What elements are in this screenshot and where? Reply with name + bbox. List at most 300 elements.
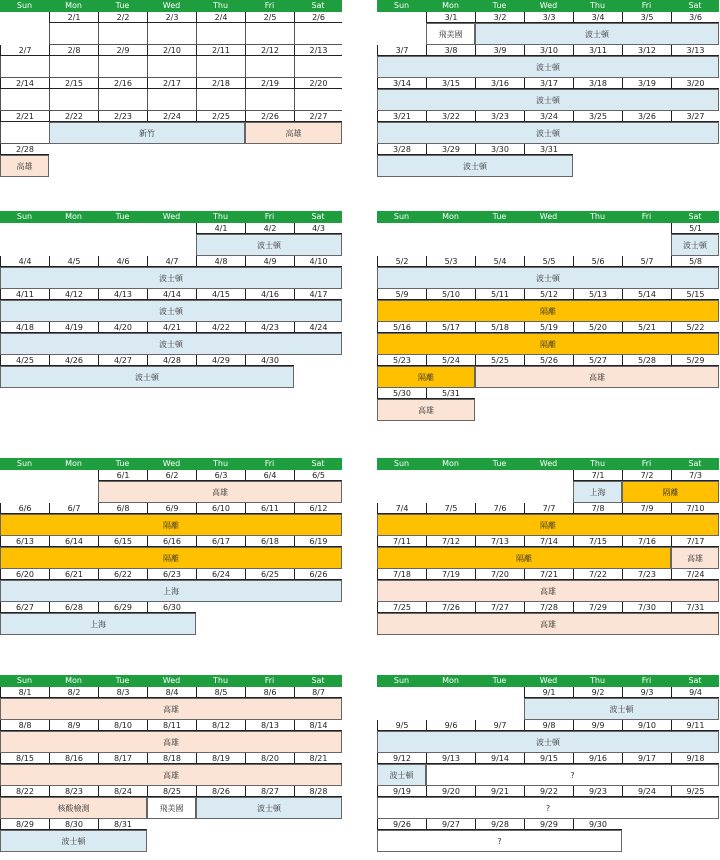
event-segment[interactable]: 波士頓 [377, 155, 573, 177]
event-segment[interactable]: 高雄 [98, 481, 342, 503]
date-cell[interactable]: 4/19 [49, 322, 98, 333]
date-cell[interactable]: 6/4 [245, 470, 294, 481]
date-cell[interactable]: 2/5 [245, 12, 294, 23]
date-cell[interactable]: 5/2 [377, 256, 426, 267]
date-cell[interactable]: 2/1 [49, 12, 98, 23]
date-cell[interactable]: 6/19 [294, 536, 342, 547]
date-cell[interactable]: 6/26 [294, 569, 342, 580]
date-cell[interactable]: 7/21 [524, 569, 573, 580]
date-cell[interactable]: 5/5 [524, 256, 573, 267]
date-cell[interactable]: 8/19 [196, 753, 245, 764]
event-segment[interactable]: 隔離 [377, 300, 719, 322]
date-cell[interactable]: 4/6 [98, 256, 147, 267]
date-cell[interactable]: 8/1 [0, 687, 49, 698]
event-segment[interactable]: 上海 [0, 613, 196, 635]
date-cell[interactable]: 2/14 [0, 78, 49, 89]
date-cell[interactable]: 9/14 [475, 753, 524, 764]
date-cell[interactable]: 8/11 [147, 720, 196, 731]
date-cell[interactable]: 8/21 [294, 753, 342, 764]
date-cell[interactable]: 2/18 [196, 78, 245, 89]
date-cell[interactable]: 8/3 [98, 687, 147, 698]
date-cell[interactable]: 9/16 [573, 753, 622, 764]
date-cell[interactable]: 3/31 [524, 144, 573, 155]
date-cell[interactable]: 8/17 [98, 753, 147, 764]
date-cell[interactable]: 7/19 [426, 569, 475, 580]
date-cell[interactable]: 8/30 [49, 819, 98, 830]
date-cell[interactable]: 6/12 [294, 503, 342, 514]
date-cell[interactable]: 8/22 [0, 786, 49, 797]
date-cell[interactable]: 9/4 [671, 687, 719, 698]
day-event-cell[interactable] [98, 56, 147, 78]
date-cell[interactable]: 6/10 [196, 503, 245, 514]
date-cell[interactable]: 4/11 [0, 289, 49, 300]
date-cell[interactable]: 8/20 [245, 753, 294, 764]
date-cell[interactable]: 7/30 [622, 602, 671, 613]
date-cell[interactable]: 5/6 [573, 256, 622, 267]
event-segment[interactable]: 高雄 [245, 122, 342, 144]
date-cell[interactable]: 3/19 [622, 78, 671, 89]
date-cell[interactable]: 5/31 [426, 388, 475, 399]
date-cell[interactable]: 4/3 [294, 223, 342, 234]
day-event-cell[interactable] [98, 89, 147, 111]
day-event-cell[interactable] [245, 23, 294, 45]
date-cell[interactable]: 5/8 [671, 256, 719, 267]
date-cell[interactable]: 5/28 [622, 355, 671, 366]
date-cell[interactable]: 3/23 [475, 111, 524, 122]
date-cell[interactable]: 4/29 [196, 355, 245, 366]
date-cell[interactable]: 3/12 [622, 45, 671, 56]
date-cell[interactable]: 2/11 [196, 45, 245, 56]
date-cell[interactable]: 8/16 [49, 753, 98, 764]
date-cell[interactable]: 8/9 [49, 720, 98, 731]
date-cell[interactable]: 4/20 [98, 322, 147, 333]
date-cell[interactable]: 7/31 [671, 602, 719, 613]
date-cell[interactable]: 9/12 [377, 753, 426, 764]
event-segment[interactable]: 波士頓 [0, 300, 342, 322]
day-event-cell[interactable] [49, 89, 98, 111]
event-segment[interactable]: 隔離 [622, 481, 719, 503]
date-cell[interactable]: 3/29 [426, 144, 475, 155]
date-cell[interactable]: 9/15 [524, 753, 573, 764]
date-cell[interactable]: 7/16 [622, 536, 671, 547]
event-segment[interactable]: 上海 [573, 481, 622, 503]
date-cell[interactable]: 8/24 [98, 786, 147, 797]
event-segment[interactable]: 高雄 [377, 399, 475, 421]
date-cell[interactable]: 7/2 [622, 470, 671, 481]
date-cell[interactable]: 6/5 [294, 470, 342, 481]
event-segment[interactable]: 高雄 [475, 366, 719, 388]
date-cell[interactable]: 8/31 [98, 819, 147, 830]
event-segment[interactable]: 高雄 [0, 155, 49, 177]
date-cell[interactable]: 2/19 [245, 78, 294, 89]
date-cell[interactable]: 4/24 [294, 322, 342, 333]
date-cell[interactable]: 9/25 [671, 786, 719, 797]
date-cell[interactable]: 3/25 [573, 111, 622, 122]
date-cell[interactable]: 8/14 [294, 720, 342, 731]
event-segment[interactable]: 隔離 [377, 514, 719, 536]
date-cell[interactable]: 7/6 [475, 503, 524, 514]
date-cell[interactable]: 3/10 [524, 45, 573, 56]
date-cell[interactable]: 2/24 [147, 111, 196, 122]
date-cell[interactable]: 6/2 [147, 470, 196, 481]
date-cell[interactable]: 7/22 [573, 569, 622, 580]
date-cell[interactable]: 9/8 [524, 720, 573, 731]
date-cell[interactable]: 3/2 [475, 12, 524, 23]
date-cell[interactable]: 2/23 [98, 111, 147, 122]
date-cell[interactable]: 9/7 [475, 720, 524, 731]
event-segment[interactable]: 波士頓 [0, 830, 147, 852]
date-cell[interactable]: 7/15 [573, 536, 622, 547]
date-cell[interactable]: 6/21 [49, 569, 98, 580]
date-cell[interactable]: 9/19 [377, 786, 426, 797]
date-cell[interactable]: 4/14 [147, 289, 196, 300]
date-cell[interactable]: 5/12 [524, 289, 573, 300]
date-cell[interactable]: 4/30 [245, 355, 294, 366]
date-cell[interactable]: 7/9 [622, 503, 671, 514]
day-event-cell[interactable] [245, 89, 294, 111]
date-cell[interactable]: 7/23 [622, 569, 671, 580]
date-cell[interactable]: 6/18 [245, 536, 294, 547]
event-segment[interactable]: 波士頓 [0, 333, 342, 355]
date-cell[interactable]: 3/28 [377, 144, 426, 155]
date-cell[interactable]: 9/30 [573, 819, 622, 830]
date-cell[interactable]: 4/1 [196, 223, 245, 234]
date-cell[interactable]: 9/22 [524, 786, 573, 797]
day-event-cell[interactable] [294, 89, 342, 111]
event-segment[interactable]: 新竹 [49, 122, 245, 144]
date-cell[interactable]: 5/14 [622, 289, 671, 300]
date-cell[interactable]: 3/3 [524, 12, 573, 23]
date-cell[interactable]: 5/21 [622, 322, 671, 333]
day-event-cell[interactable] [147, 89, 196, 111]
event-segment[interactable]: 高雄 [377, 580, 719, 602]
date-cell[interactable]: 4/8 [196, 256, 245, 267]
date-cell[interactable]: 4/18 [0, 322, 49, 333]
event-segment[interactable]: 波士頓 [196, 797, 342, 819]
date-cell[interactable]: 4/13 [98, 289, 147, 300]
date-cell[interactable]: 7/13 [475, 536, 524, 547]
date-cell[interactable]: 9/24 [622, 786, 671, 797]
date-cell[interactable]: 7/28 [524, 602, 573, 613]
event-segment[interactable]: 波士頓 [524, 698, 719, 720]
date-cell[interactable]: 9/9 [573, 720, 622, 731]
event-segment[interactable]: ? [377, 830, 622, 852]
date-cell[interactable]: 7/20 [475, 569, 524, 580]
date-cell[interactable]: 7/14 [524, 536, 573, 547]
event-segment[interactable]: 高雄 [671, 547, 719, 569]
date-cell[interactable]: 9/6 [426, 720, 475, 731]
date-cell[interactable]: 6/13 [0, 536, 49, 547]
date-cell[interactable]: 3/27 [671, 111, 719, 122]
date-cell[interactable]: 4/16 [245, 289, 294, 300]
date-cell[interactable]: 3/1 [426, 12, 475, 23]
event-segment[interactable]: ? [426, 764, 719, 786]
event-segment[interactable]: 核酸檢測 [0, 797, 147, 819]
event-segment[interactable]: 隔離 [377, 333, 719, 355]
date-cell[interactable]: 6/27 [0, 602, 49, 613]
event-segment[interactable]: 波士頓 [377, 122, 719, 144]
date-cell[interactable]: 9/3 [622, 687, 671, 698]
day-event-cell[interactable] [0, 56, 49, 78]
date-cell[interactable]: 2/17 [147, 78, 196, 89]
date-cell[interactable]: 9/29 [524, 819, 573, 830]
date-cell[interactable]: 2/26 [245, 111, 294, 122]
day-event-cell[interactable] [49, 56, 98, 78]
date-cell[interactable]: 5/17 [426, 322, 475, 333]
date-cell[interactable]: 5/7 [622, 256, 671, 267]
date-cell[interactable]: 2/13 [294, 45, 342, 56]
date-cell[interactable]: 2/10 [147, 45, 196, 56]
date-cell[interactable]: 2/3 [147, 12, 196, 23]
date-cell[interactable]: 6/8 [98, 503, 147, 514]
date-cell[interactable]: 7/11 [377, 536, 426, 547]
date-cell[interactable]: 4/15 [196, 289, 245, 300]
date-cell[interactable]: 2/22 [49, 111, 98, 122]
date-cell[interactable]: 8/15 [0, 753, 49, 764]
date-cell[interactable]: 3/22 [426, 111, 475, 122]
date-cell[interactable]: 5/25 [475, 355, 524, 366]
date-cell[interactable]: 6/22 [98, 569, 147, 580]
day-event-cell[interactable] [196, 89, 245, 111]
date-cell[interactable]: 3/13 [671, 45, 719, 56]
date-cell[interactable]: 3/30 [475, 144, 524, 155]
date-cell[interactable]: 6/7 [49, 503, 98, 514]
date-cell[interactable]: 2/27 [294, 111, 342, 122]
date-cell[interactable]: 2/8 [49, 45, 98, 56]
date-cell[interactable]: 5/20 [573, 322, 622, 333]
date-cell[interactable]: 6/29 [98, 602, 147, 613]
date-cell[interactable]: 2/28 [0, 144, 49, 155]
date-cell[interactable]: 8/12 [196, 720, 245, 731]
date-cell[interactable]: 8/23 [49, 786, 98, 797]
date-cell[interactable]: 5/4 [475, 256, 524, 267]
date-cell[interactable]: 2/9 [98, 45, 147, 56]
date-cell[interactable]: 7/27 [475, 602, 524, 613]
date-cell[interactable]: 9/1 [524, 687, 573, 698]
date-cell[interactable]: 8/28 [294, 786, 342, 797]
date-cell[interactable]: 7/26 [426, 602, 475, 613]
day-event-cell[interactable] [294, 56, 342, 78]
date-cell[interactable]: 8/27 [245, 786, 294, 797]
date-cell[interactable]: 7/4 [377, 503, 426, 514]
date-cell[interactable]: 2/15 [49, 78, 98, 89]
date-cell[interactable]: 5/19 [524, 322, 573, 333]
date-cell[interactable]: 7/18 [377, 569, 426, 580]
date-cell[interactable]: 3/21 [377, 111, 426, 122]
date-cell[interactable]: 6/17 [196, 536, 245, 547]
date-cell[interactable]: 2/25 [196, 111, 245, 122]
day-event-cell[interactable] [196, 56, 245, 78]
date-cell[interactable]: 5/26 [524, 355, 573, 366]
date-cell[interactable]: 9/23 [573, 786, 622, 797]
date-cell[interactable]: 2/21 [0, 111, 49, 122]
date-cell[interactable]: 8/25 [147, 786, 196, 797]
event-segment[interactable]: 隔離 [0, 514, 342, 536]
event-segment[interactable]: 波士頓 [0, 267, 342, 289]
date-cell[interactable]: 8/10 [98, 720, 147, 731]
date-cell[interactable]: 5/30 [377, 388, 426, 399]
event-segment[interactable]: 飛美國 [426, 23, 475, 45]
date-cell[interactable]: 5/23 [377, 355, 426, 366]
date-cell[interactable]: 5/9 [377, 289, 426, 300]
date-cell[interactable]: 8/8 [0, 720, 49, 731]
event-segment[interactable]: 高雄 [0, 731, 342, 753]
event-segment[interactable]: 波士頓 [377, 56, 719, 78]
date-cell[interactable]: 4/27 [98, 355, 147, 366]
date-cell[interactable]: 9/18 [671, 753, 719, 764]
date-cell[interactable]: 5/24 [426, 355, 475, 366]
date-cell[interactable]: 5/22 [671, 322, 719, 333]
date-cell[interactable]: 6/11 [245, 503, 294, 514]
date-cell[interactable]: 3/26 [622, 111, 671, 122]
date-cell[interactable]: 9/20 [426, 786, 475, 797]
date-cell[interactable]: 2/20 [294, 78, 342, 89]
date-cell[interactable]: 4/17 [294, 289, 342, 300]
date-cell[interactable]: 9/27 [426, 819, 475, 830]
date-cell[interactable]: 5/3 [426, 256, 475, 267]
date-cell[interactable]: 5/10 [426, 289, 475, 300]
date-cell[interactable]: 4/26 [49, 355, 98, 366]
event-segment[interactable]: 波士頓 [377, 764, 426, 786]
date-cell[interactable]: 7/10 [671, 503, 719, 514]
event-segment[interactable]: 高雄 [0, 764, 342, 786]
date-cell[interactable]: 8/13 [245, 720, 294, 731]
date-cell[interactable]: 6/15 [98, 536, 147, 547]
date-cell[interactable]: 4/21 [147, 322, 196, 333]
date-cell[interactable]: 9/2 [573, 687, 622, 698]
date-cell[interactable]: 9/26 [377, 819, 426, 830]
date-cell[interactable]: 3/8 [426, 45, 475, 56]
date-cell[interactable]: 4/10 [294, 256, 342, 267]
date-cell[interactable]: 9/21 [475, 786, 524, 797]
date-cell[interactable]: 3/4 [573, 12, 622, 23]
day-event-cell[interactable] [294, 23, 342, 45]
date-cell[interactable]: 4/22 [196, 322, 245, 333]
day-event-cell[interactable] [49, 23, 98, 45]
event-segment[interactable]: 波士頓 [475, 23, 719, 45]
date-cell[interactable]: 7/24 [671, 569, 719, 580]
date-cell[interactable]: 2/4 [196, 12, 245, 23]
date-cell[interactable]: 3/17 [524, 78, 573, 89]
date-cell[interactable]: 8/26 [196, 786, 245, 797]
date-cell[interactable]: 9/5 [377, 720, 426, 731]
date-cell[interactable]: 3/16 [475, 78, 524, 89]
date-cell[interactable]: 7/12 [426, 536, 475, 547]
date-cell[interactable]: 3/11 [573, 45, 622, 56]
date-cell[interactable]: 6/24 [196, 569, 245, 580]
date-cell[interactable]: 4/23 [245, 322, 294, 333]
date-cell[interactable]: 4/28 [147, 355, 196, 366]
date-cell[interactable]: 8/29 [0, 819, 49, 830]
date-cell[interactable]: 8/6 [245, 687, 294, 698]
event-segment[interactable]: 波士頓 [671, 234, 719, 256]
date-cell[interactable]: 8/2 [49, 687, 98, 698]
day-event-cell[interactable] [196, 23, 245, 45]
date-cell[interactable]: 2/2 [98, 12, 147, 23]
date-cell[interactable]: 8/5 [196, 687, 245, 698]
date-cell[interactable]: 3/14 [377, 78, 426, 89]
event-segment[interactable]: 波士頓 [377, 731, 719, 753]
date-cell[interactable]: 3/24 [524, 111, 573, 122]
day-event-cell[interactable] [147, 23, 196, 45]
date-cell[interactable]: 5/11 [475, 289, 524, 300]
date-cell[interactable]: 8/7 [294, 687, 342, 698]
date-cell[interactable]: 3/6 [671, 12, 719, 23]
date-cell[interactable]: 6/3 [196, 470, 245, 481]
date-cell[interactable]: 6/9 [147, 503, 196, 514]
date-cell[interactable]: 4/5 [49, 256, 98, 267]
event-segment[interactable]: 波士頓 [377, 267, 719, 289]
date-cell[interactable]: 7/5 [426, 503, 475, 514]
date-cell[interactable]: 7/8 [573, 503, 622, 514]
date-cell[interactable]: 6/14 [49, 536, 98, 547]
event-segment[interactable]: 高雄 [377, 613, 719, 635]
day-event-cell[interactable] [245, 56, 294, 78]
date-cell[interactable]: 4/7 [147, 256, 196, 267]
date-cell[interactable]: 5/1 [671, 223, 719, 234]
event-segment[interactable]: 隔離 [377, 547, 671, 569]
event-segment[interactable]: ? [377, 797, 719, 819]
day-event-cell[interactable] [98, 23, 147, 45]
date-cell[interactable]: 6/30 [147, 602, 196, 613]
date-cell[interactable]: 4/9 [245, 256, 294, 267]
date-cell[interactable]: 3/18 [573, 78, 622, 89]
event-segment[interactable]: 上海 [0, 580, 342, 602]
date-cell[interactable]: 4/12 [49, 289, 98, 300]
date-cell[interactable]: 7/3 [671, 470, 719, 481]
day-event-cell[interactable] [147, 56, 196, 78]
date-cell[interactable]: 9/28 [475, 819, 524, 830]
date-cell[interactable]: 4/2 [245, 223, 294, 234]
date-cell[interactable]: 3/9 [475, 45, 524, 56]
date-cell[interactable]: 7/25 [377, 602, 426, 613]
date-cell[interactable]: 6/1 [98, 470, 147, 481]
date-cell[interactable]: 6/28 [49, 602, 98, 613]
event-segment[interactable]: 高雄 [0, 698, 342, 720]
date-cell[interactable]: 9/10 [622, 720, 671, 731]
date-cell[interactable]: 5/27 [573, 355, 622, 366]
date-cell[interactable]: 5/15 [671, 289, 719, 300]
date-cell[interactable]: 5/29 [671, 355, 719, 366]
event-segment[interactable]: 波士頓 [377, 89, 719, 111]
date-cell[interactable]: 3/5 [622, 12, 671, 23]
day-event-cell[interactable] [0, 89, 49, 111]
date-cell[interactable]: 2/6 [294, 12, 342, 23]
date-cell[interactable]: 5/18 [475, 322, 524, 333]
date-cell[interactable]: 2/16 [98, 78, 147, 89]
date-cell[interactable]: 5/16 [377, 322, 426, 333]
date-cell[interactable]: 6/20 [0, 569, 49, 580]
date-cell[interactable]: 9/17 [622, 753, 671, 764]
date-cell[interactable]: 9/13 [426, 753, 475, 764]
date-cell[interactable]: 2/12 [245, 45, 294, 56]
event-segment[interactable]: 隔離 [0, 547, 342, 569]
date-cell[interactable]: 4/25 [0, 355, 49, 366]
date-cell[interactable]: 6/23 [147, 569, 196, 580]
day-event-cell[interactable] [0, 122, 49, 144]
date-cell[interactable]: 8/4 [147, 687, 196, 698]
date-cell[interactable]: 7/17 [671, 536, 719, 547]
date-cell[interactable]: 3/7 [377, 45, 426, 56]
date-cell[interactable]: 6/16 [147, 536, 196, 547]
date-cell[interactable]: 8/18 [147, 753, 196, 764]
event-segment[interactable]: 波士頓 [0, 366, 294, 388]
date-cell[interactable]: 6/6 [0, 503, 49, 514]
date-cell[interactable]: 7/7 [524, 503, 573, 514]
event-segment[interactable]: 飛美國 [147, 797, 196, 819]
date-cell[interactable]: 5/13 [573, 289, 622, 300]
date-cell[interactable]: 2/7 [0, 45, 49, 56]
